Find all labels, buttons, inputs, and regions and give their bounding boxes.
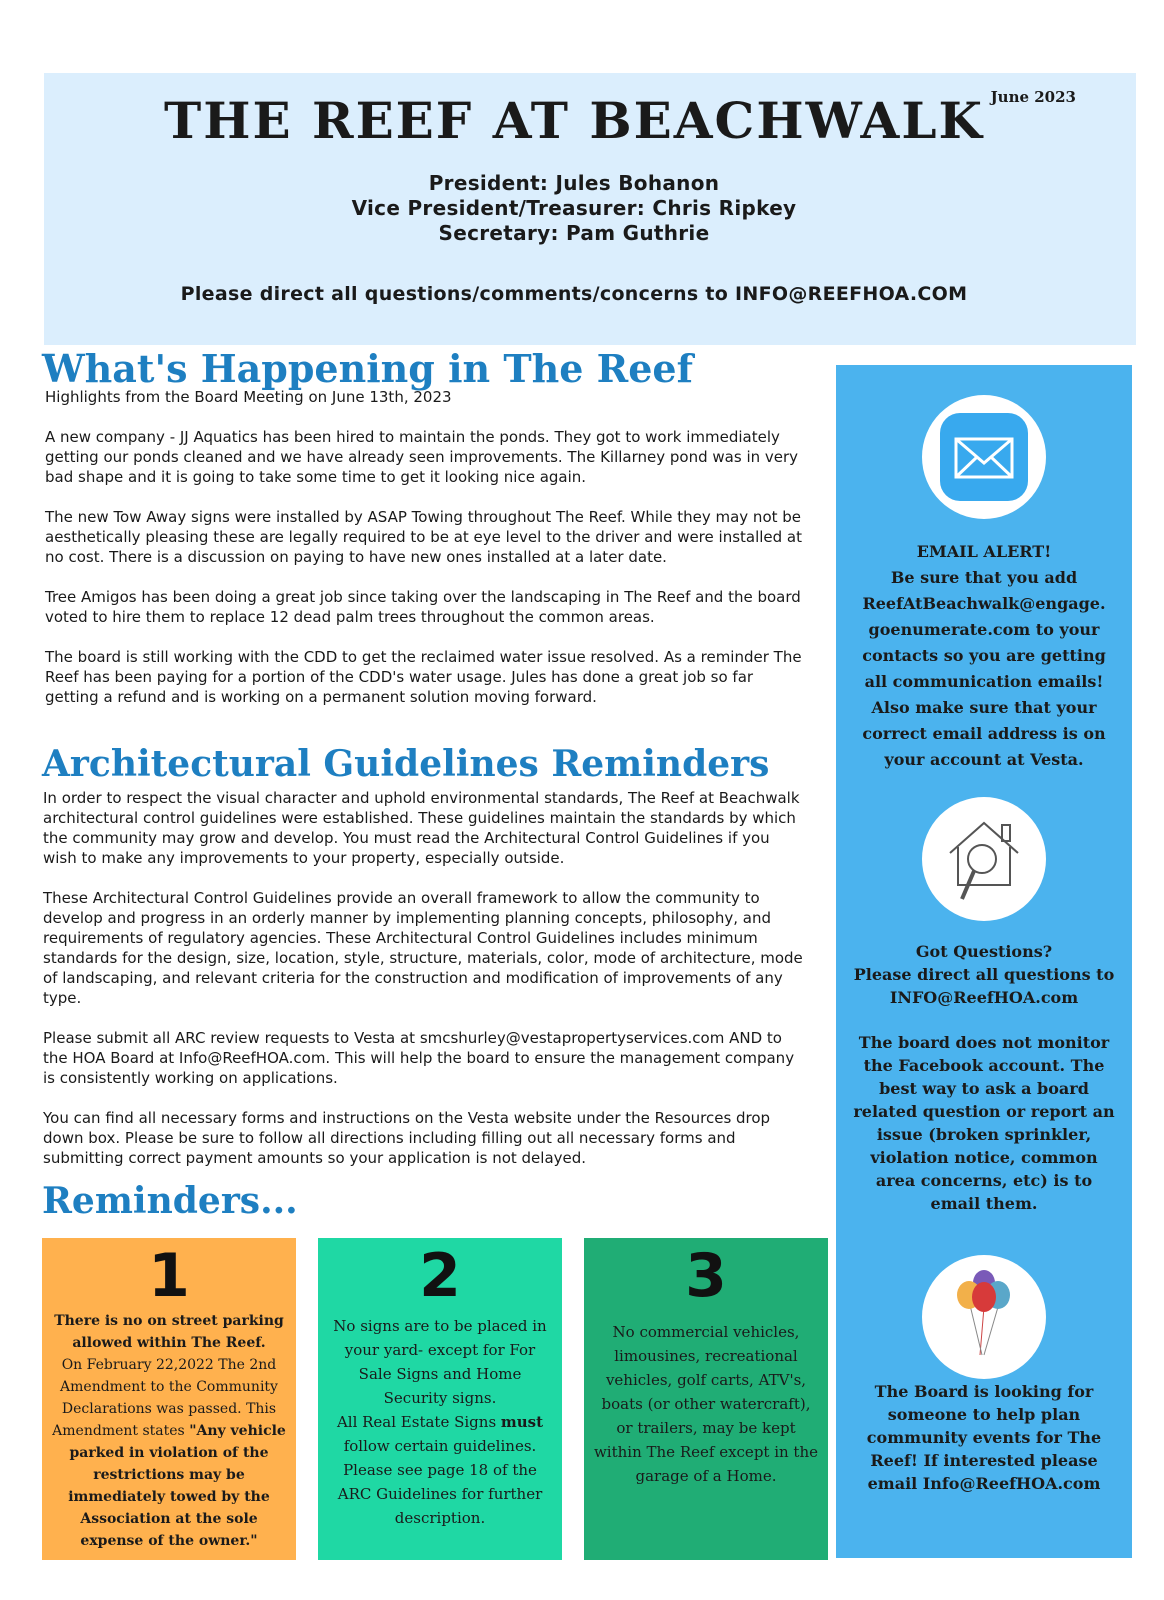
questions-text: Please direct all questions to [853,965,1115,984]
reminder-bold-word: must [500,1413,544,1431]
architectural-paragraph: Please submit all ARC review requests to Vesta at smcshurley@vestapropertyservices.com AND to the HOA Board at Info@ReefHOA.com. This will help the board to ensure the management company is consistently working on applications. [43,1029,795,1087]
newsletter-title: THE REEF AT BEACHWALK [164,91,984,150]
architectural-paragraph: You can find all necessary forms and instructions on the Vesta website under the Resources drop down box. Please be sure to follow all directions including filling out all necessary forms and submitting correct payment amounts so your application is not delayed. [43,1109,771,1167]
reminder-box-parking [42,1238,296,1560]
reminder-number: 3 [685,1241,727,1311]
reminder-box-signs [318,1238,562,1560]
officer-president: President: Jules Bohanon [428,171,720,195]
questions-email: INFO@ReefHOA.com [889,988,1079,1007]
happening-paragraph: The board is still working with the CDD to get the reclaimed water issue resolved. As a reminder The Reef has been paying for a portion of the CDD's water usage. Jules has done a great job so far getting a refund and is working on a permanent solution moving forward. [45,648,802,706]
email-alert-box [850,539,1118,773]
happening-section [45,387,805,727]
reminder-body-end: follow certain guidelines. Please see page 18 of the ARC Guidelines for further description. [337,1437,543,1527]
happening-subheading: Highlights from the Board Meeting on June 13th, 2023 [45,388,452,406]
reminder-text [318,1306,562,1530]
issue-date: June 2023 [990,88,1076,106]
newsletter-header [44,73,1136,345]
events-text: The Board is looking for someone to help plan community events for The Reef! If interested please email Info@ReefHOA.com [866,1382,1102,1493]
officer-vice-president: Vice President/Treasurer: Chris Ripkey [351,196,797,220]
happening-paragraph: Tree Amigos has been doing a great job since taking over the landscaping in The Reef and the board voted to hire them to replace 12 dead palm trees throughout the common areas. [45,588,801,626]
sidebar [836,365,1132,1558]
officers-list [44,171,1104,246]
email-alert-text: Be sure that you add ReefAtBeachwalk@engage. goenumerate.com to your contacts so you are getting all communication emails! Also make sure that your correct email address is on your account at Vesta. [862,568,1106,769]
architectural-paragraph: In order to respect the visual character and uphold environmental standards, The Reef at Beachwalk architectural control guidelines were established. These guidelines maintain the standards by which the community may grow and develop. You must read the Architectural Control Guidelines if you wish to make any improvements to your property, especially outside. [43,789,800,867]
reminder-number: 2 [419,1241,461,1311]
reminder-body: No signs are to be placed in your yard- except for For Sale Signs and Home Security signs. [333,1317,547,1407]
reminder-bold-intro: There is no on street parking allowed within The Reef. [54,1313,284,1351]
balloons-icon [922,1255,1046,1379]
architectural-section [43,788,803,1188]
happening-heading: What's Happening in The Reef [42,346,693,391]
reminder-number: 1 [148,1241,190,1311]
architectural-paragraph: These Architectural Control Guidelines provide an overall framework to allow the community to develop and progress in an orderly manner by implementing planning concepts, philosophy, and requirements of regulatory agencies. These Architectural Control Guidelines includes minimum standards for the design, size, location, style, structure, materials, color, mode of architecture, mode of landscaping, and relevant criteria for the construction and modification of improvements of any type. [43,889,803,1007]
architectural-heading: Architectural Guidelines Reminders [42,743,770,785]
reminder-box-vehicles [584,1238,828,1560]
officer-secretary: Secretary: Pam Guthrie [438,221,710,245]
reminder-text [42,1306,296,1552]
email-alert-title: EMAIL ALERT! [916,542,1052,561]
questions-facebook-note: The board does not monitor the Facebook account. The best way to ask a board related question or report an issue (broken sprinkler, violation notice, common area concerns, etc) is to email them. [853,1033,1115,1213]
house-magnifier-icon [922,797,1046,921]
reminder-body-start: All Real Estate Signs [336,1413,501,1431]
contact-line: Please direct all questions/comments/concerns to INFO@REEFHOA.COM [180,283,968,305]
questions-box [850,940,1118,1215]
reminders-heading: Reminders... [42,1180,298,1222]
reminder-body: No commercial vehicles, limousines, recreational vehicles, golf carts, ATV's, boats (or other watercraft), or trailers, may be kept within The Reef except in the garage of a Home. [593,1323,819,1485]
reminder-body: On February 22,2022 The 2nd Amendment to the Community Declarations was passed. This Amendment states [52,1357,278,1439]
happening-paragraph: A new company - JJ Aquatics has been hired to maintain the ponds. They got to work immediately getting our ponds cleaned and we have already seen improvements. The Killarney pond was in very bad shape and it is going to take some time to get it looking nice again. [45,428,799,486]
reminder-bold-quote: "Any vehicle parked in violation of the restrictions may be immediately towed by the Association at the sole expense of the owner." [68,1423,286,1549]
questions-title: Got Questions? [915,942,1053,961]
happening-paragraph: The new Tow Away signs were installed by ASAP Towing throughout The Reef. While they may not be aesthetically pleasing these are legally required to be at eye level to the driver and were installed at no cost. There is a discussion on paying to have new ones installed at a later date. [45,508,803,566]
envelope-icon [922,395,1046,519]
